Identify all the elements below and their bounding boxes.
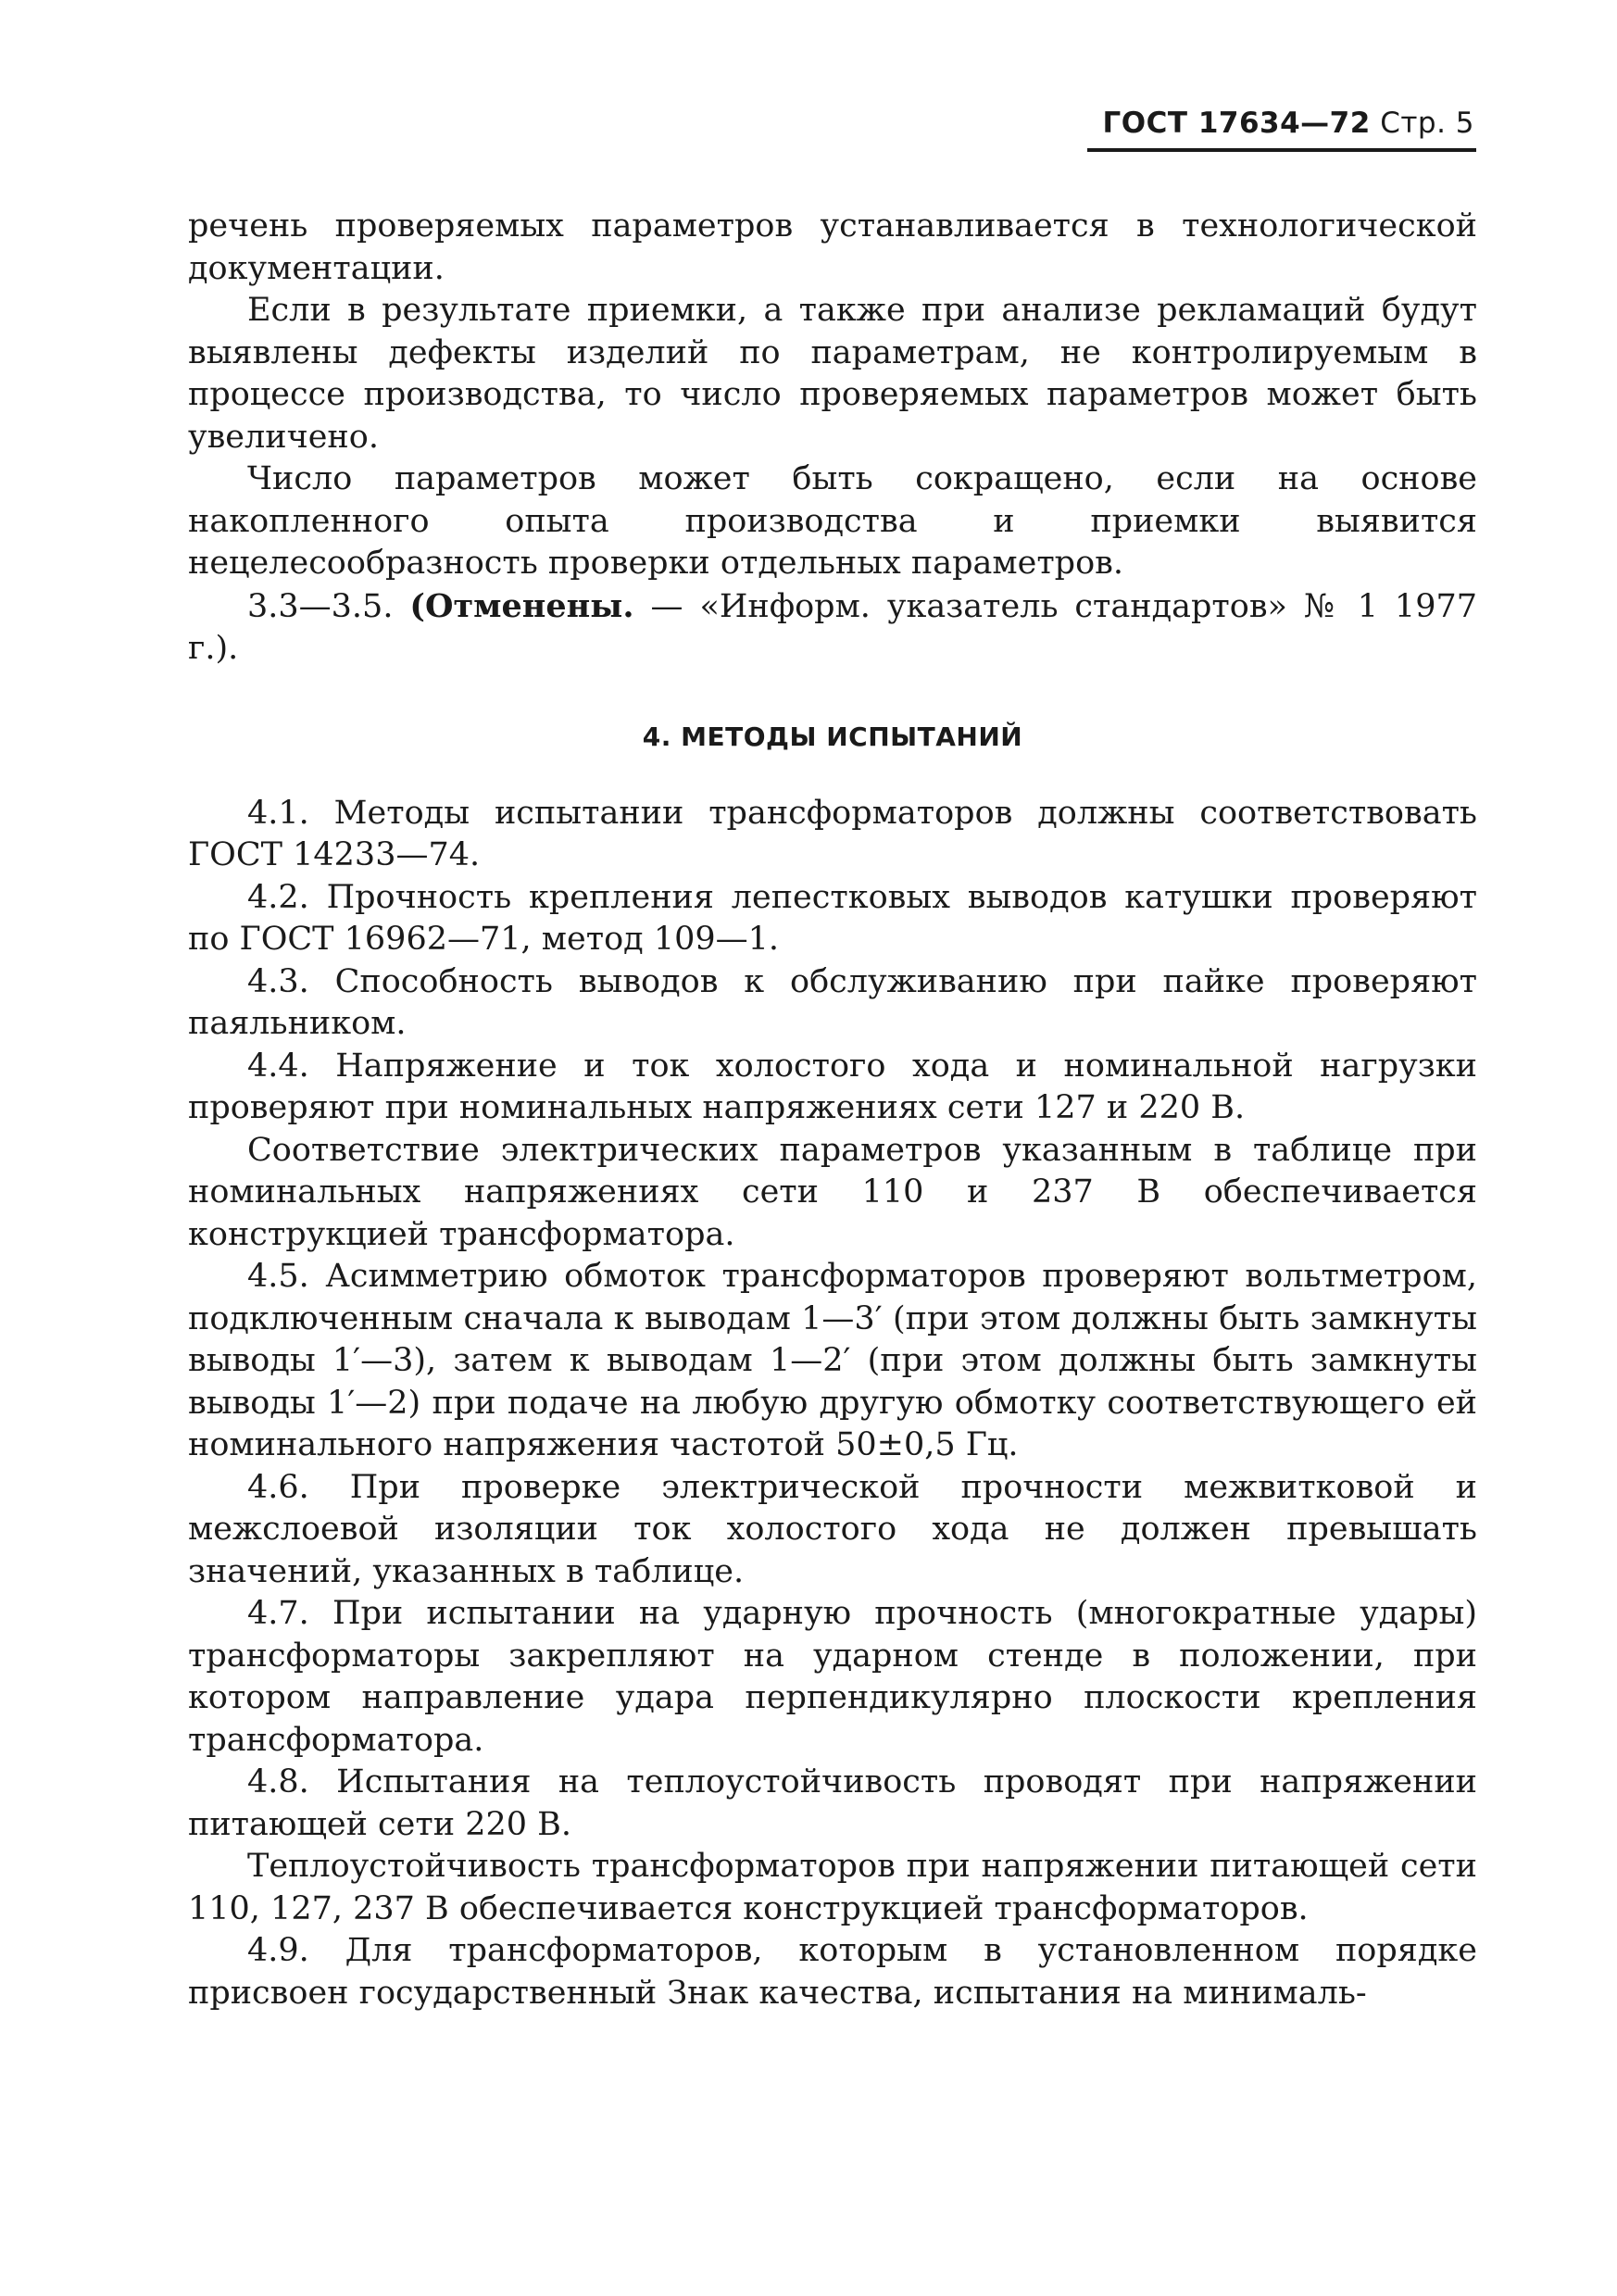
header-rule [1087,148,1476,152]
section-title: 4. МЕТОДЫ ИСПЫТАНИЙ [642,721,1023,752]
clause-4-8: 4.8. Испытания на теплоустойчивость проводят при напряжении питающей сети 220 В. [188,1763,1477,1843]
document-body [188,206,1477,2014]
paragraph-continuation: речень проверяемых параметров устанавливается в технологической документации. [188,207,1477,287]
clause-4-6: 4.6. При проверке электрической прочности межвитковой и межслоевой изоляции ток холостого хода не должен превышать значений, указанных в таблице. [188,1468,1477,1590]
clause-4-2: 4.2. Прочность крепления лепестковых выводов катушки проверяют по ГОСТ 16962—71, метод 109—1. [188,878,1477,958]
page-number: Стр. 5 [1380,107,1474,140]
clause-4-5: 4.5. Асимметрию обмоток трансформаторов проверяют вольтметром, подключенным сначала к выводам 1—3′ (при этом должны быть замкнуты выводы 1′—3), затем к выводам 1—2′ (при этом должны быть замкнуты выводы 1′—2) при подаче на любую другую обмотку соответствующего ей номинального напряжения частотой 50±0,5 Гц. [188,1258,1477,1463]
clause-4-8-note: Теплоустойчивость трансформаторов при напряжении питающей сети 110, 127, 237 В обеспечивается конструкцией трансформаторов. [188,1848,1477,1927]
paragraph-defects: Если в результате приемки, а также при анализе рекламаций будут выявлены дефекты изделий по параметрам, не контролируемым в процессе производства, то число проверяемых параметров может быть увеличено. [188,292,1477,456]
clause-4-9: 4.9. Для трансформаторов, которым в установленном порядке присвоен государственный Знак качества, испытания на минималь- [188,1932,1477,2012]
paragraph-reduction: Число параметров может быть сокращено, если на основе накопленного опыта производства и приемки выявится нецелесообразность проверки отдельных параметров. [188,460,1477,582]
clause-4-3: 4.3. Способность выводов к обслуживанию при пайке проверяют паяльником. [188,962,1477,1042]
amendment-number: 3.3—3.5. [247,587,394,625]
clause-4-1: 4.1. Методы испытании трансформаторов должны соответствовать ГОСТ 14233—74. [188,794,1477,873]
clause-4-7: 4.7. При испытании на ударную прочность (многократные удары) трансформаторы закрепляют на ударном стенде в положении, при котором направление удара перпендикулярно плоскости крепления трансформатора. [188,1595,1477,1759]
paragraph-amendment [188,585,1477,671]
amendment-cancelled: (Отменены. [409,586,634,625]
clause-4-4-note: Соответствие электрических параметров указанным в таблице при номинальных напряжениях сети 110 и 237 В обеспечивается конструкцией трансформатора. [188,1131,1477,1253]
page-header [1103,107,1474,140]
standard-number: ГОСТ 17634—72 [1102,107,1371,140]
clause-4-4: 4.4. Напряжение и ток холостого хода и номинальной нагрузки проверяют при номинальных напряжениях сети 127 и 220 В. [188,1047,1477,1126]
amendment-reference: — «Информ. указатель стандартов» № 1 1977 г.). [188,587,1477,667]
